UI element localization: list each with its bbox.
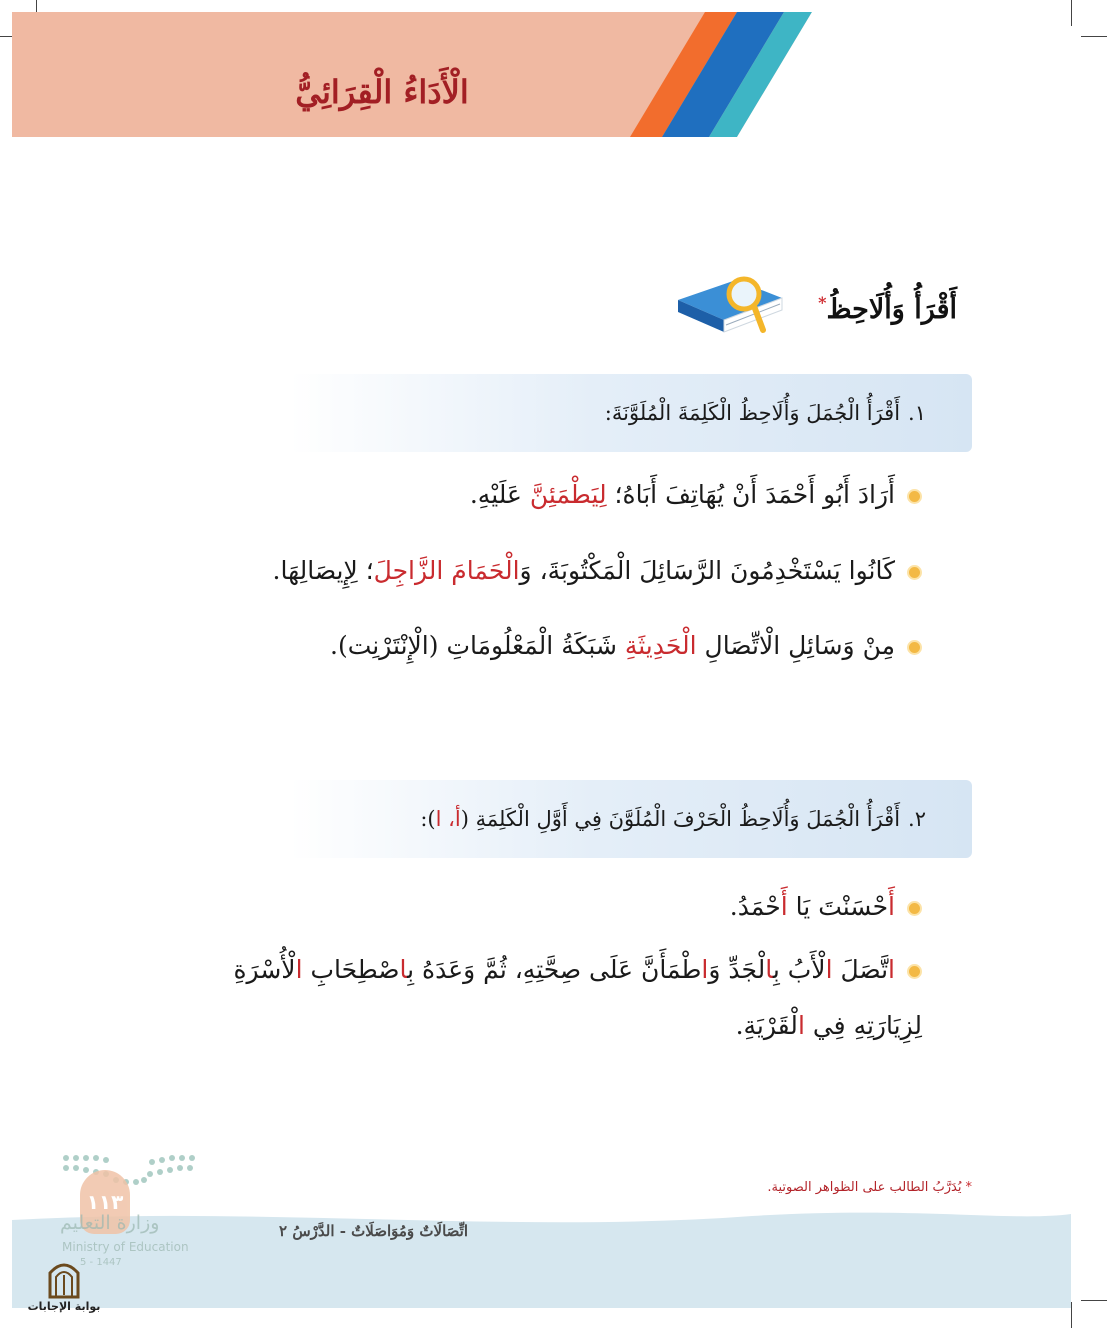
ministry-year: 5 - 1447 <box>80 1257 122 1268</box>
crop-mark <box>1081 1300 1107 1301</box>
sentence <box>273 551 922 591</box>
section-heading <box>757 283 957 330</box>
highlighted-word: الْحَمَامَ الزَّاجِلَ <box>373 556 520 585</box>
highlighted-letter: ا <box>765 955 773 984</box>
sentence-text: لْقَرْيَةِ. <box>735 1011 798 1040</box>
highlighted-word: الْحَدِيثَةِ <box>624 631 697 660</box>
sentence <box>330 626 922 666</box>
sentence <box>470 475 922 515</box>
bullet-dot-icon <box>907 489 922 504</box>
header-stripes <box>12 12 1071 137</box>
highlighted-letter: ا <box>797 1011 805 1040</box>
sentence-text: مِنْ وَسَائِلِ الْاتِّصَالِ <box>696 631 895 660</box>
highlighted-letter: ا <box>888 955 895 984</box>
exercise-instruction: ): <box>420 807 436 831</box>
sentence-text: تَّصَلَ <box>832 955 889 984</box>
lesson-label: اتِّصَالَاتٌ وَمُوَاصَلَاتٌ - الدَّرْسُ ٢ <box>279 1222 468 1240</box>
footnote-mark: * <box>818 293 827 312</box>
highlighted-letter: ا <box>399 955 408 984</box>
page-title: الْأَدَاءُ الْقِرَائِيُّ <box>295 73 469 111</box>
sentence-text: شَبَكَةُ الْمَعْلُومَاتِ (الْإِنْتَرْنِت). <box>330 631 625 660</box>
portal-logo-icon <box>44 1255 84 1299</box>
ministry-name-ar: وزارة التعليم <box>60 1212 160 1234</box>
highlighted-letter: أَ <box>888 892 895 921</box>
sentence-text: أَرَادَ أَبُو أَحْمَدَ أَنْ يُهَاتِفَ أَبَاهُ؛ <box>606 480 895 509</box>
highlighted-letter: ا <box>825 955 833 984</box>
bullet-dot-icon <box>907 565 922 580</box>
bullet-dot-icon <box>907 901 922 916</box>
footnote-text: يُدَرَّبُ الطالب على الظواهر الصوتية. <box>767 1180 962 1195</box>
sentence-text: لْجَدِّ وَ <box>708 955 766 984</box>
page-number: ١١٣ <box>80 1170 130 1234</box>
bullet-dot-icon <box>907 640 922 655</box>
sentence-text: لْأَبُ بِ <box>772 955 826 984</box>
crop-mark <box>1071 0 1072 26</box>
sentence <box>730 887 922 927</box>
exercise-instruction: أَقْرَأُ الْجُمَلَ وَأُلَاحِظُ الْكَلِمَةَ الْمُلَوَّنَةَ: <box>604 401 901 425</box>
exercise-number: ١. <box>908 401 926 425</box>
footnote <box>767 1180 972 1195</box>
sentence-text: ؛ لِإِيصَالِهَا. <box>272 556 374 585</box>
crop-mark <box>1071 1302 1072 1328</box>
sentence <box>232 942 922 1054</box>
crop-mark <box>1081 36 1107 37</box>
instruction-bar <box>290 374 972 452</box>
highlighted-letter: ا <box>701 955 709 984</box>
sentence-text: عَلَيْهِ. <box>469 480 530 509</box>
ministry-name-en: Ministry of Education <box>62 1240 189 1254</box>
portal-name: بوابة الإجابات <box>27 1300 101 1313</box>
highlighted-letter: ا <box>295 955 303 984</box>
exercise-number: ٢. <box>908 807 926 831</box>
instruction-bar <box>290 780 972 858</box>
highlighted-letters: أ، ا <box>435 807 461 831</box>
sentence-text: كَانُوا يَسْتَخْدِمُونَ الرَّسَائِلَ الْمَكْتُوبَةَ، وَ <box>519 556 895 585</box>
book-magnifier-icon <box>674 270 786 342</box>
highlighted-letter: أَ <box>780 892 788 921</box>
sentence-text: لْأُسْرَةِ لِزِيَارَتِهِ فِي <box>233 955 922 1040</box>
highlighted-word: لِيَطْمَئِنَّ <box>529 480 607 509</box>
footnote-mark: * <box>965 1180 972 1195</box>
page-header <box>12 12 1071 137</box>
sentence-text: حْسَنْتَ يَا <box>787 892 889 921</box>
sentence-text: طْمَأَنَّ عَلَى صِحَّتِهِ، ثُمَّ وَعَدَهُ بِ <box>407 955 702 984</box>
sentence-text: حْمَدُ. <box>729 892 781 921</box>
bullet-dot-icon <box>907 964 922 979</box>
sentence-text: صْطِحَابِ <box>302 955 400 984</box>
exercise-instruction: أَقْرَأُ الْجُمَلَ وَأُلَاحِظُ الْحَرْفَ الْمُلَوَّنَ فِي أَوَّلِ الْكَلِمَةِ ( <box>460 807 901 831</box>
section-heading-text: أَقْرَأُ وَأُلَاحِظُ <box>826 294 957 325</box>
